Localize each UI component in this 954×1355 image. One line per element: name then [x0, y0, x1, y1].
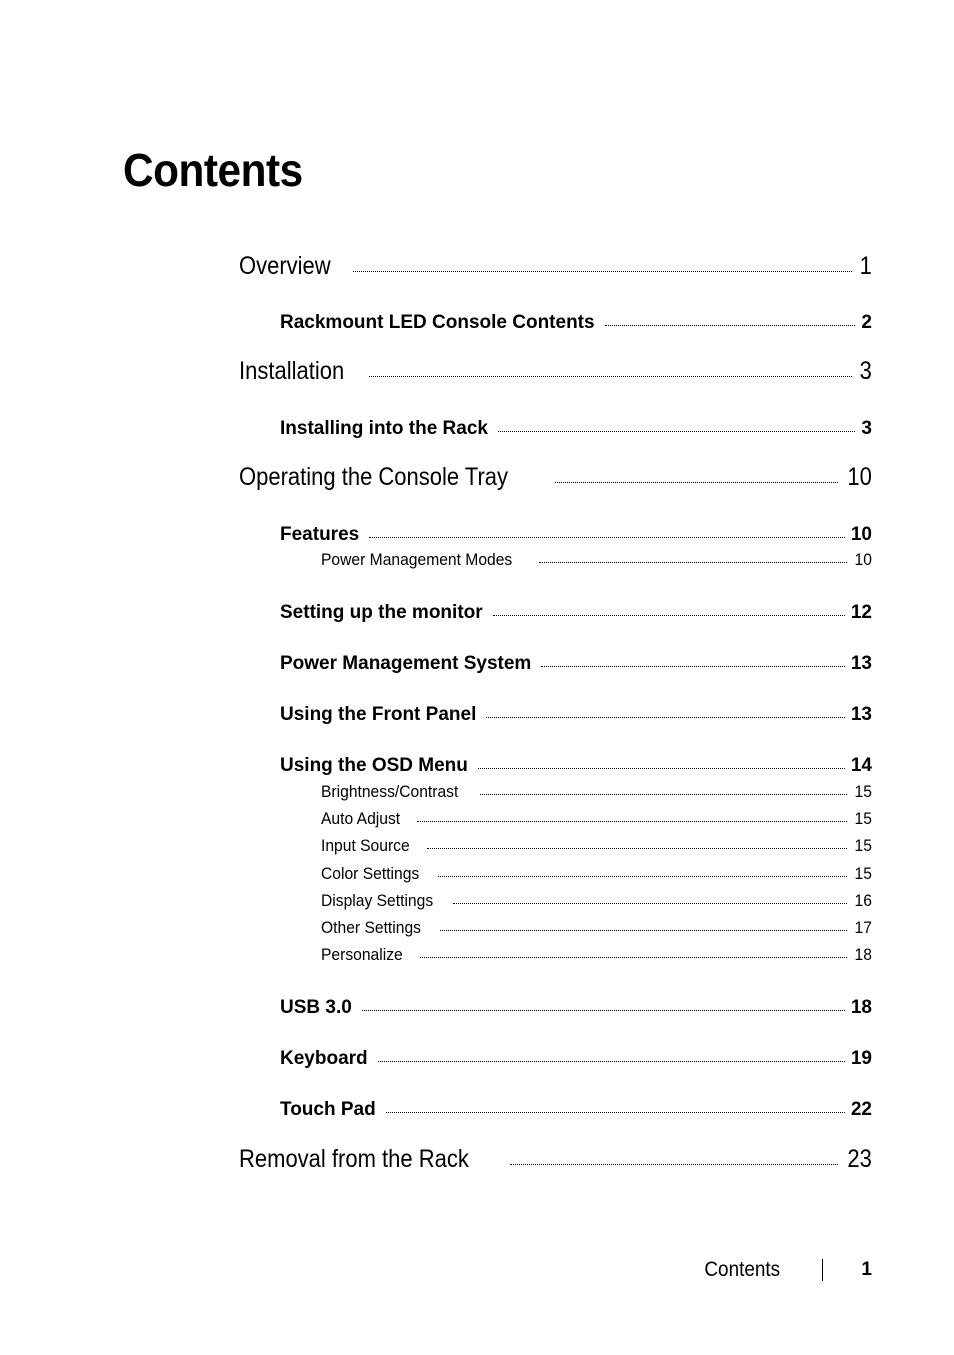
- toc-page-number: 14: [850, 755, 872, 776]
- toc-label: Power Management System: [280, 653, 532, 674]
- dot-leader: [453, 903, 847, 904]
- dot-leader: [378, 1061, 845, 1062]
- toc-page-number: 13: [850, 653, 872, 674]
- toc-page-number: 17: [854, 918, 872, 937]
- toc-entry-auto-adjust[interactable]: [321, 809, 872, 829]
- dot-leader: [605, 325, 856, 326]
- toc-label: Color Settings: [321, 864, 420, 883]
- dot-leader: [486, 717, 845, 718]
- toc-entry-keyboard[interactable]: [280, 1048, 872, 1070]
- toc-page-number: 3: [859, 357, 872, 385]
- toc-label: Rackmount LED Console Contents: [280, 312, 595, 333]
- toc-entry-installation[interactable]: [239, 357, 872, 386]
- toc-label: Personalize: [321, 945, 403, 964]
- toc-entry-touch-pad[interactable]: [280, 1099, 872, 1121]
- toc-label: Operating the Console Tray: [239, 463, 509, 491]
- toc-entry-overview[interactable]: [239, 252, 872, 281]
- toc-label: Brightness/Contrast: [321, 782, 459, 801]
- toc-label: Other Settings: [321, 918, 421, 937]
- toc-entry-power-management-modes[interactable]: [321, 550, 872, 570]
- dot-leader: [440, 930, 847, 931]
- toc-label: Using the Front Panel: [280, 704, 477, 725]
- toc-label: Features: [280, 524, 360, 545]
- dot-leader: [362, 1010, 845, 1011]
- toc-page-number: 18: [854, 945, 872, 964]
- dot-leader: [541, 666, 845, 667]
- toc-entry-input-source[interactable]: [321, 836, 872, 856]
- toc-label: Keyboard: [280, 1048, 368, 1069]
- dot-leader: [498, 431, 855, 432]
- toc-entry-display-settings[interactable]: [321, 891, 872, 911]
- toc-label: Touch Pad: [280, 1099, 376, 1120]
- toc-entry-features[interactable]: [280, 524, 872, 546]
- dot-leader: [353, 271, 852, 272]
- toc-entry-rackmount-led-console-contents[interactable]: [280, 312, 872, 334]
- toc-page-number: 10: [850, 524, 872, 545]
- toc-page-number: 15: [854, 809, 872, 828]
- toc-entry-power-management-system[interactable]: [280, 653, 872, 675]
- footer-divider: [822, 1259, 823, 1281]
- toc-entry-operating-the-console-tray[interactable]: [239, 463, 872, 492]
- toc-page-number: 16: [854, 891, 872, 910]
- toc-label: USB 3.0: [280, 997, 352, 1018]
- toc-entry-using-the-front-panel[interactable]: [280, 704, 872, 726]
- toc-page-number: 15: [854, 782, 872, 801]
- toc-entry-setting-up-the-monitor[interactable]: [280, 602, 872, 624]
- dot-leader: [555, 482, 838, 483]
- footer-page-number: 1: [861, 1259, 872, 1280]
- dot-leader: [386, 1112, 845, 1113]
- toc-page-number: 10: [854, 550, 872, 569]
- toc-page-number: 15: [854, 864, 872, 883]
- toc-label: Overview: [239, 252, 331, 280]
- toc-entry-other-settings[interactable]: [321, 918, 872, 938]
- footer-section-label: Contents: [704, 1258, 781, 1281]
- toc-page-number: 22: [850, 1099, 872, 1120]
- toc-entry-removal-from-the-rack[interactable]: [239, 1145, 872, 1174]
- toc-entry-personalize[interactable]: [321, 945, 872, 965]
- toc-page-number: 13: [850, 704, 872, 725]
- page-title: Contents: [123, 144, 303, 196]
- toc-page-number: 18: [850, 997, 872, 1018]
- dot-leader: [427, 848, 847, 849]
- toc-label: Removal from the Rack: [239, 1145, 469, 1173]
- dot-leader: [417, 821, 847, 822]
- dot-leader: [438, 876, 847, 877]
- page-footer: [696, 1258, 872, 1282]
- dot-leader: [493, 615, 845, 616]
- toc-label: Installing into the Rack: [280, 418, 488, 439]
- toc-entry-color-settings[interactable]: [321, 864, 872, 884]
- dot-leader: [369, 376, 853, 377]
- toc-page-number: 12: [850, 602, 872, 623]
- toc-page-number: 10: [847, 463, 872, 491]
- dot-leader: [510, 1164, 838, 1165]
- dot-leader: [369, 537, 845, 538]
- toc-label: Power Management Modes: [321, 550, 513, 569]
- toc-label: Installation: [239, 357, 345, 385]
- toc-label: Auto Adjust: [321, 809, 401, 828]
- toc-page-number: 1: [859, 252, 872, 280]
- toc-label: Setting up the monitor: [280, 602, 483, 623]
- toc-page-number: 15: [854, 836, 872, 855]
- toc-page-number: 3: [861, 418, 872, 439]
- dot-leader: [480, 794, 847, 795]
- dot-leader: [478, 768, 845, 769]
- toc-label: Display Settings: [321, 891, 434, 910]
- toc-page-number: 2: [861, 312, 872, 333]
- toc-entry-brightness-contrast[interactable]: [321, 782, 872, 802]
- toc-entry-usb-3-0[interactable]: [280, 997, 872, 1019]
- toc-page-number: 19: [850, 1048, 872, 1069]
- toc-page-number: 23: [847, 1145, 872, 1173]
- dot-leader: [539, 562, 847, 563]
- toc-entry-using-the-osd-menu[interactable]: [280, 755, 872, 777]
- toc-label: Using the OSD Menu: [280, 755, 468, 776]
- toc-entry-installing-into-the-rack[interactable]: [280, 418, 872, 440]
- toc-label: Input Source: [321, 836, 410, 855]
- dot-leader: [420, 957, 847, 958]
